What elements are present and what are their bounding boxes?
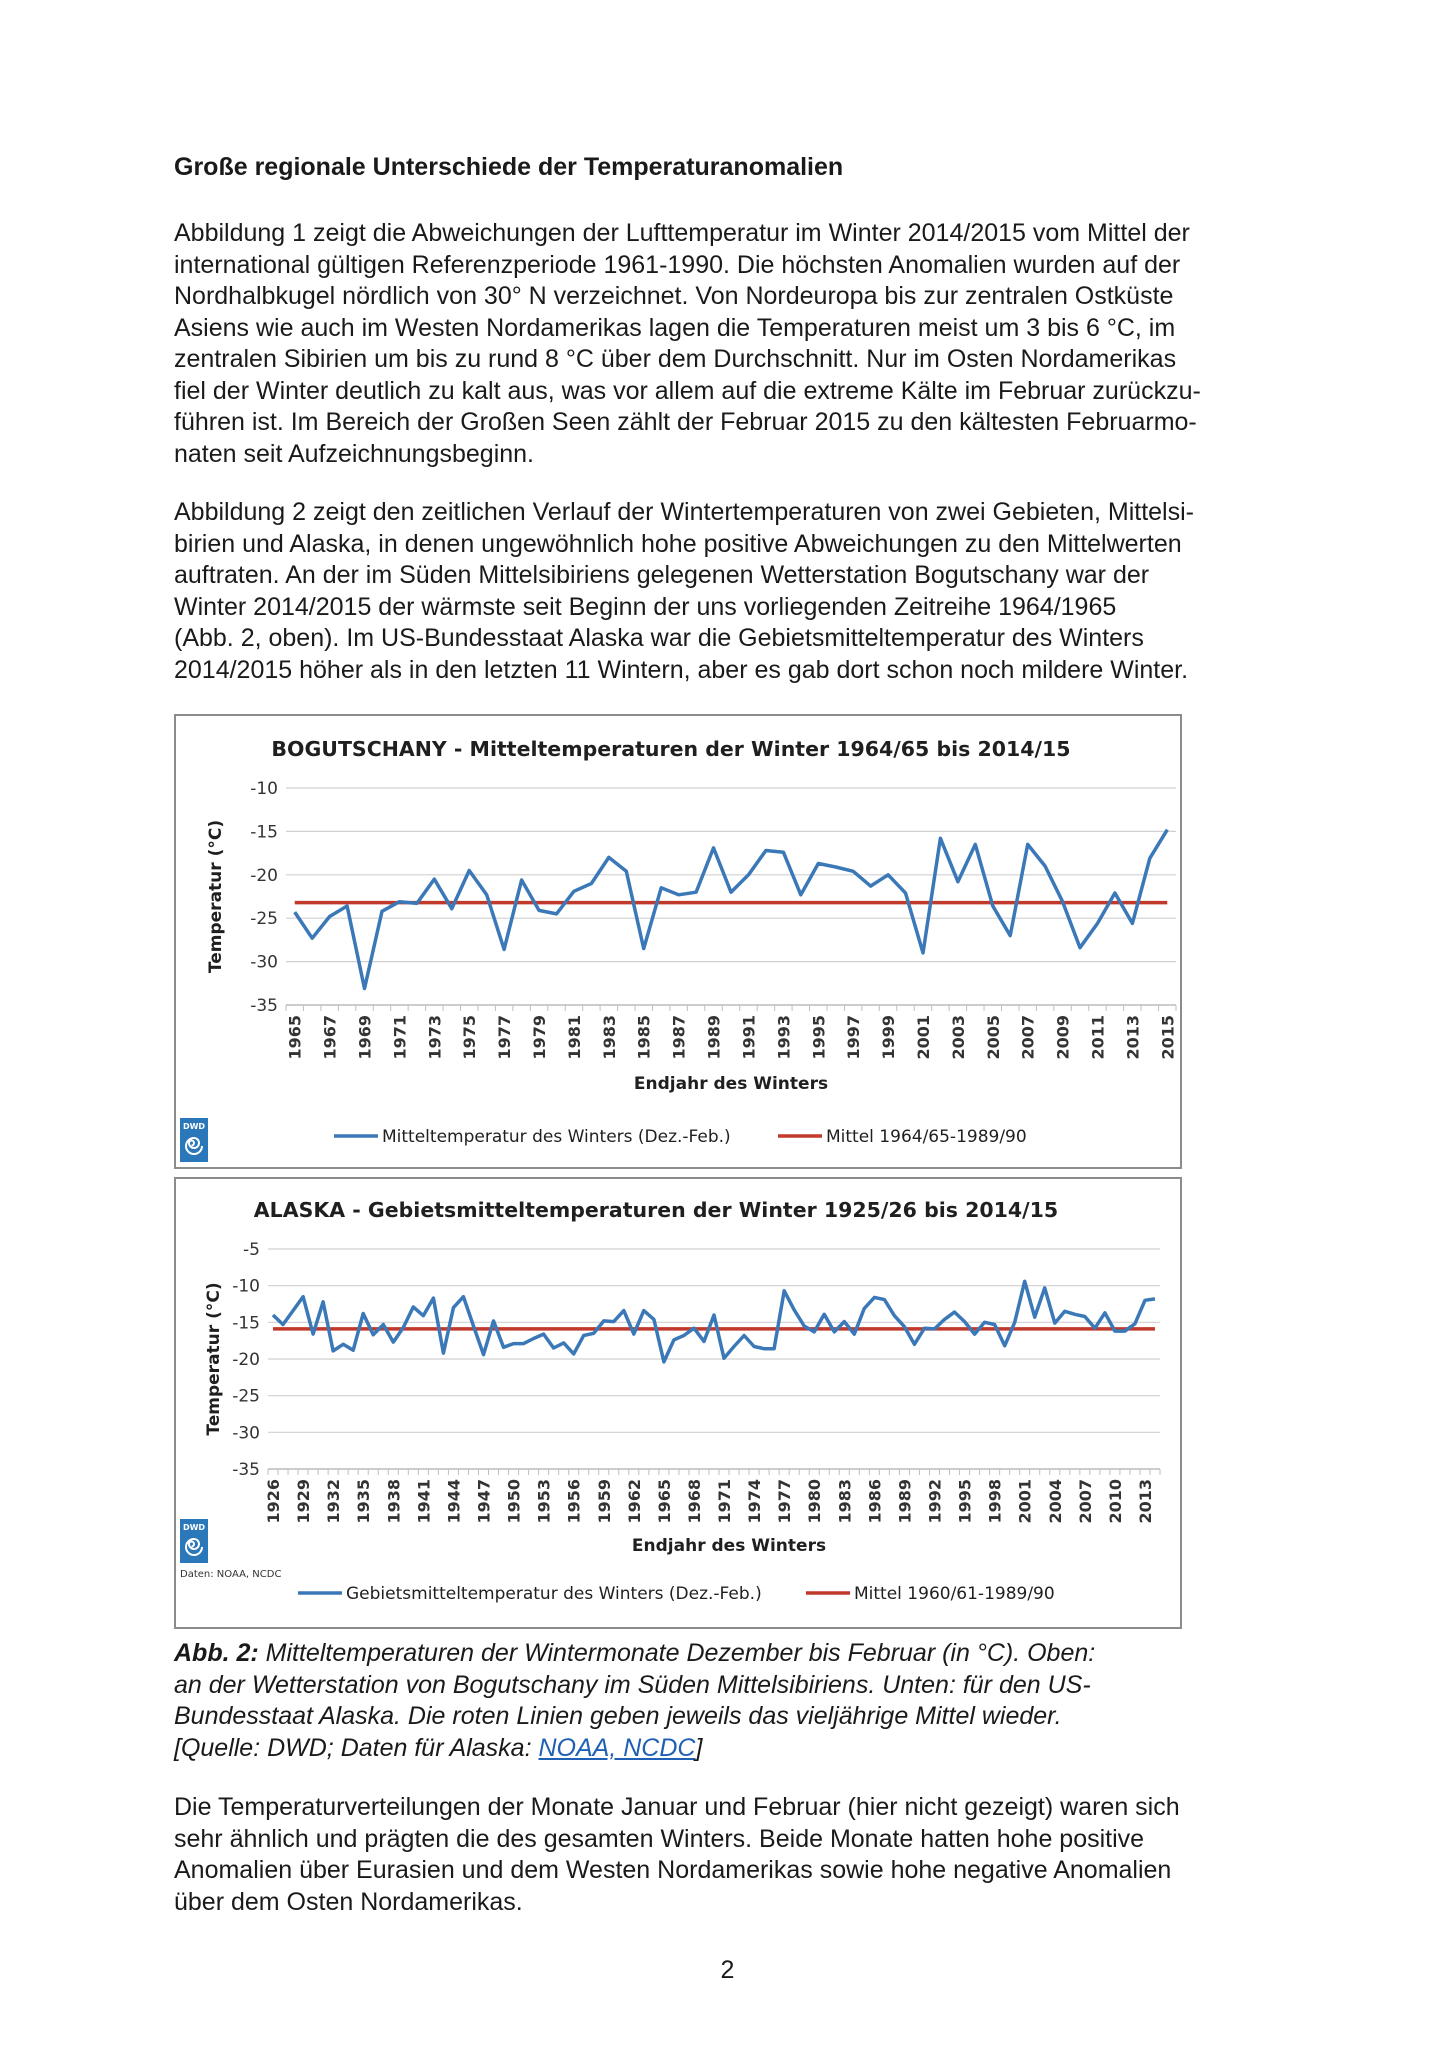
- caption-line-4: [Quelle: DWD; Daten für Alaska:: [174, 1733, 539, 1762]
- text-line: Anomalien über Eurasien und dem Westen Nordamerikas sowie hohe negative Anomalien: [174, 1856, 1172, 1884]
- section-heading: Große regionale Unterschiede der Temperaturanomalien: [174, 153, 844, 181]
- x-tick-label: 1989: [704, 1015, 724, 1060]
- x-tick-label: 1932: [324, 1479, 344, 1524]
- legend-label-mean: Mittel 1960/61-1989/90: [854, 1584, 1055, 1604]
- x-tick-label: 1973: [425, 1015, 445, 1060]
- caption-label: Abb. 2:: [174, 1639, 259, 1667]
- legend-label-series: Gebietsmitteltemperatur des Winters (Dez.-Feb.): [346, 1584, 762, 1604]
- x-tick-label: 2011: [1088, 1015, 1108, 1060]
- x-axis-label: Endjahr des Winters: [633, 1074, 829, 1094]
- figure-caption: [174, 1638, 1294, 1764]
- text-line: naten seit Aufzeichnungsbeginn.: [174, 439, 534, 468]
- chart-title: ALASKA - Gebietsmitteltemperaturen der Winter 1925/26 bis 2014/15: [253, 1198, 1059, 1222]
- alaska-chart: [174, 1177, 1182, 1629]
- text-line: über dem Osten Nordamerikas.: [174, 1887, 523, 1916]
- y-tick-label: -5: [243, 1240, 260, 1260]
- text-line: Winter 2014/2015 der wärmste seit Beginn der uns vorliegenden Zeitreihe 1964/1965: [174, 592, 1117, 621]
- x-tick-label: 1950: [504, 1479, 524, 1524]
- y-tick-label: -35: [232, 1460, 260, 1480]
- text-line: international gültigen Referenzperiode 1961-1990. Die höchsten Anomalien wurden auf der: [174, 250, 1181, 279]
- x-tick-label: 2005: [983, 1015, 1003, 1060]
- x-tick-label: 2007: [1018, 1015, 1038, 1060]
- caption-line-2: an der Wetterstation von Bogutschany im Süden Mittelsibiriens. Unten: für den US-: [174, 1670, 1091, 1699]
- dwd-logo-text: DWD: [182, 1122, 206, 1131]
- dwd-logo-text: DWD: [182, 1523, 206, 1532]
- x-tick-label: 2004: [1045, 1479, 1065, 1524]
- x-tick-label: 1995: [955, 1479, 975, 1524]
- noaa-ncdc-link[interactable]: NOAA, NCDC: [538, 1733, 696, 1762]
- page-number: 2: [720, 1956, 735, 1984]
- dwd-logo-icon: [180, 1118, 208, 1162]
- x-tick-label: 2001: [913, 1015, 933, 1060]
- text-line: sehr ähnlich und prägten die des gesamten Winters. Beide Monate hatten hohe positive: [174, 1824, 1145, 1853]
- bogutschany-chart-svg: [176, 716, 1180, 1167]
- x-tick-label: 1991: [739, 1015, 759, 1060]
- x-tick-label: 2007: [1075, 1479, 1095, 1524]
- x-tick-label: 1974: [745, 1479, 765, 1524]
- x-tick-label: 1975: [460, 1015, 480, 1060]
- x-tick-label: 1998: [985, 1479, 1005, 1524]
- x-tick-label: 2009: [1053, 1015, 1073, 1060]
- text-line: Abbildung 1 zeigt die Abweichungen der Lufttemperatur im Winter 2014/2015 vom Mittel der: [174, 219, 1190, 247]
- text-line: führen ist. Im Bereich der Großen Seen zählt der Februar 2015 zu den kältesten Februarmo-: [174, 408, 1197, 436]
- x-tick-label: 1944: [444, 1479, 464, 1524]
- x-tick-label: 1953: [534, 1479, 554, 1524]
- x-tick-label: 1965: [654, 1479, 674, 1524]
- y-tick-label: -25: [232, 1386, 260, 1407]
- x-tick-label: 1967: [320, 1015, 340, 1060]
- x-tick-label: 1992: [925, 1479, 945, 1524]
- x-tick-label: 1981: [564, 1015, 584, 1060]
- y-tick-label: -15: [250, 822, 278, 843]
- caption-line-3: Bundesstaat Alaska. Die roten Linien geben jeweils das vieljährige Mittel wieder.: [174, 1702, 1062, 1730]
- x-tick-label: 2001: [1015, 1479, 1035, 1524]
- x-tick-label: 1947: [474, 1479, 494, 1524]
- x-tick-label: 1993: [774, 1015, 794, 1060]
- x-tick-label: 1938: [384, 1479, 404, 1524]
- y-tick-label: -35: [250, 996, 278, 1016]
- temperature-series-line: [273, 1281, 1155, 1362]
- paragraph-2: [174, 497, 1294, 686]
- y-tick-label: -30: [250, 952, 278, 973]
- alaska-chart-svg: [176, 1179, 1180, 1627]
- x-tick-label: 1968: [684, 1479, 704, 1524]
- x-tick-label: 1959: [594, 1479, 614, 1524]
- text-line: (Abb. 2, oben). Im US-Bundesstaat Alaska war die Gebietsmitteltemperatur des Winters: [174, 624, 1144, 652]
- x-axis-label: Endjahr des Winters: [631, 1536, 827, 1556]
- x-tick-label: 1979: [530, 1015, 550, 1060]
- x-tick-label: 1971: [715, 1479, 735, 1524]
- y-tick-label: -20: [232, 1350, 260, 1370]
- text-line: auftraten. An der im Süden Mittelsibiriens gelegenen Wetterstation Bogutschany war der: [174, 561, 1150, 589]
- dwd-logo-icon: [180, 1519, 208, 1563]
- x-tick-label: 1983: [599, 1015, 619, 1060]
- y-tick-label: -15: [232, 1313, 260, 1334]
- x-tick-label: 1941: [414, 1479, 434, 1524]
- x-tick-label: 1977: [775, 1479, 795, 1524]
- x-tick-label: 1935: [354, 1479, 374, 1524]
- text-line: Die Temperaturverteilungen der Monate Januar und Februar (hier nicht gezeigt) waren sich: [174, 1793, 1180, 1821]
- data-source-note: Daten: NOAA, NCDC: [180, 1569, 282, 1580]
- x-tick-label: 1989: [895, 1479, 915, 1524]
- temperature-series-line: [295, 830, 1168, 989]
- x-tick-label: 2015: [1158, 1015, 1178, 1060]
- x-tick-label: 2013: [1123, 1015, 1143, 1060]
- x-tick-label: 2010: [1105, 1479, 1125, 1524]
- x-tick-label: 1929: [294, 1479, 314, 1524]
- paragraph-3: [174, 1792, 1294, 1918]
- y-axis-label: Temperatur (°C): [206, 819, 226, 974]
- x-tick-label: 1983: [835, 1479, 855, 1524]
- text-line: Abbildung 2 zeigt den zeitlichen Verlauf der Wintertemperaturen von zwei Gebieten, Mittelsi-: [174, 498, 1194, 526]
- text-line: Nordhalbkugel nördlich von 30° N verzeichnet. Von Nordeuropa bis zur zentralen Ostküste: [174, 282, 1174, 310]
- text-line: birien und Alaska, in denen ungewöhnlich hohe positive Abweichungen zu den Mittelwerten: [174, 529, 1182, 558]
- caption-line-1: Mitteltemperaturen der Wintermonate Dezember bis Februar (in °C). Oben:: [258, 1639, 1096, 1667]
- x-tick-label: 1987: [669, 1015, 689, 1060]
- y-tick-label: -10: [232, 1276, 260, 1297]
- x-tick-label: 1985: [634, 1015, 654, 1060]
- x-tick-label: 1986: [865, 1479, 885, 1524]
- y-tick-label: -25: [250, 909, 278, 930]
- x-tick-label: 1965: [285, 1015, 305, 1060]
- text-line: 2014/2015 höher als in den letzten 11 Wintern, aber es gab dort schon noch mildere Winter.: [174, 655, 1189, 684]
- legend-label-series: Mitteltemperatur des Winters (Dez.-Feb.): [382, 1127, 731, 1147]
- caption-end: ]: [695, 1733, 703, 1762]
- paragraph-1: [174, 218, 1294, 470]
- x-tick-label: 1980: [805, 1479, 825, 1524]
- y-tick-label: -20: [250, 865, 278, 886]
- x-tick-label: 2003: [948, 1015, 968, 1060]
- x-tick-label: 1962: [624, 1479, 644, 1524]
- y-axis-label: Temperatur (°C): [204, 1282, 224, 1436]
- x-tick-label: 1977: [495, 1015, 515, 1060]
- text-line: fiel der Winter deutlich zu kalt aus, was vor allem auf die extreme Kälte im Februar zurückzu-: [174, 376, 1201, 405]
- text-line: Asiens wie auch im Westen Nordamerikas lagen die Temperaturen meist um 3 bis 6 °C, im: [174, 313, 1176, 342]
- text-line: zentralen Sibirien um bis zu rund 8 °C über dem Durchschnitt. Nur im Osten Nordamerikas: [174, 345, 1177, 373]
- x-tick-label: 1926: [264, 1479, 284, 1524]
- legend-label-mean: Mittel 1964/65-1989/90: [826, 1127, 1027, 1147]
- x-tick-label: 1969: [355, 1015, 375, 1060]
- chart-title: BOGUTSCHANY - Mitteltemperaturen der Winter 1964/65 bis 2014/15: [271, 737, 1071, 761]
- y-tick-label: -10: [250, 779, 278, 799]
- bogutschany-chart: [174, 714, 1182, 1169]
- x-tick-label: 1995: [809, 1015, 829, 1060]
- y-tick-label: -30: [232, 1423, 260, 1444]
- x-tick-label: 1999: [879, 1015, 899, 1060]
- x-tick-label: 1997: [844, 1015, 864, 1060]
- x-tick-label: 2013: [1135, 1479, 1155, 1524]
- x-tick-label: 1956: [564, 1479, 584, 1524]
- x-tick-label: 1971: [390, 1015, 410, 1060]
